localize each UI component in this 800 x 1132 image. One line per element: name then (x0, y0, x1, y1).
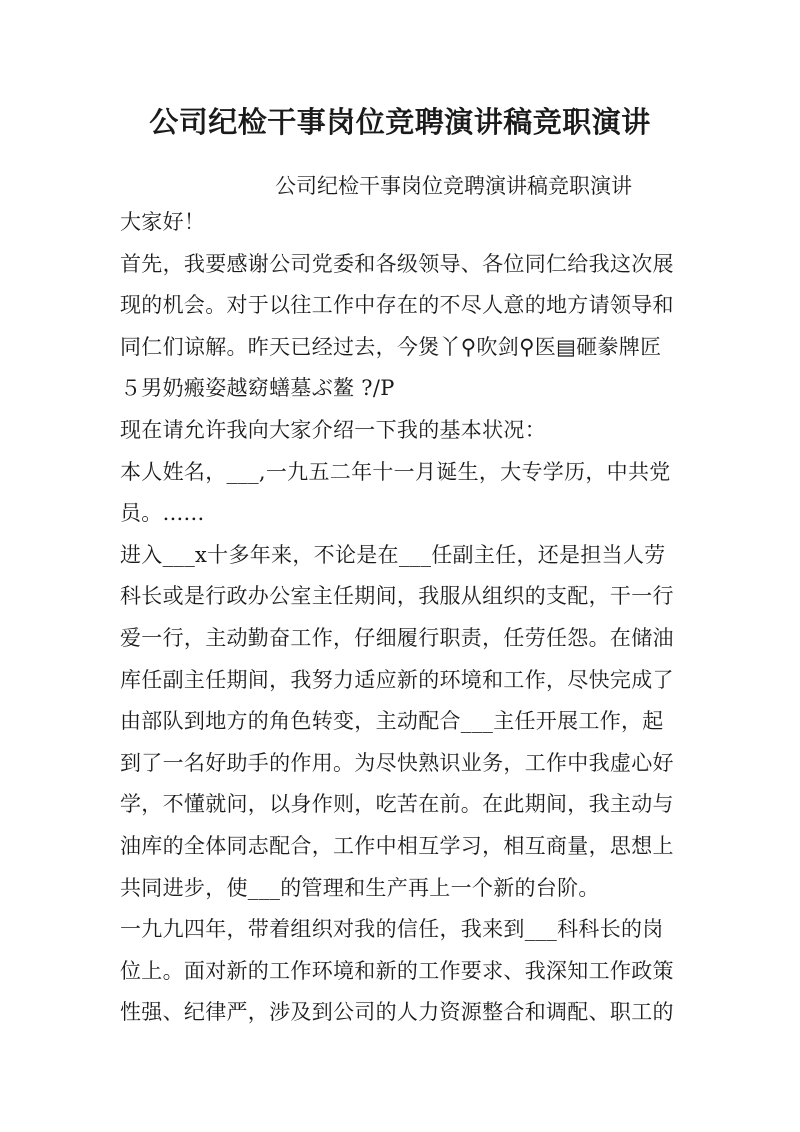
body-line: 性强、纪律严，涉及到公司的人力资源整合和调配、职工的 (120, 1000, 674, 1025)
body-line: 本人姓名，___,一九五二年十一月诞生，大专学历，中共党 (120, 459, 671, 484)
body-line: 大家好！ (120, 210, 206, 234)
body-line: 到了一名好助手的作用。为尽快熟识业务，工作中我虚心好 (120, 750, 674, 775)
document-body (120, 202, 690, 1034)
document-title: 公司纪检干事岗位竞聘演讲稿竞职演讲 (149, 105, 651, 139)
body-line: 科长或是行政办公室主任期间，我服从组织的支配，干一行 (120, 584, 674, 609)
body-line: 同仁们谅解。昨天已经过去，今煲丫⚲吹剑⚲医▤砸豢牌匠 (120, 334, 662, 359)
body-line: 共同进步，使___的管理和生产再上一个新的台阶。 (120, 875, 600, 900)
body-line: 一九九四年，带着组织对我的信任，我来到___科科长的岗 (120, 917, 664, 942)
body-line: 学，不懂就问，以身作则，吃苦在前。在此期间，我主动与 (120, 792, 674, 817)
body-line: 进入___x十多年来，不论是在___任副主任，还是担当人劳 (120, 542, 666, 567)
body-line: ５男奶瘢姿越窈蟮墓ぶ鳌 ?/P (120, 376, 395, 401)
body-line: 库任副主任期间，我努力适应新的环境和工作，尽快完成了 (120, 667, 674, 692)
body-line: 位上。面对新的工作环境和新的工作要求、我深知工作政策 (120, 958, 674, 983)
body-line: 爱一行，主动勤奋工作，仔细履行职责，任劳任怨。在储油 (120, 625, 674, 650)
body-line: 现的机会。对于以往工作中存在的不尽人意的地方请领导和 (120, 293, 674, 318)
body-line: 首先，我要感谢公司党委和各级领导、各位同仁给我这次展 (120, 251, 674, 276)
body-line: 员。...... (120, 501, 205, 526)
document-subtitle: 公司纪检干事岗位竞聘演讲稿竞职演讲 (275, 174, 632, 198)
body-line: 现在请允许我向大家介绍一下我的基本状况： (120, 417, 546, 442)
body-line: 油库的全体同志配合，工作中相互学习，相互商量，思想上 (120, 833, 674, 858)
body-line: 由部队到地方的角色转变，主动配合___主任开展工作，起 (120, 709, 664, 734)
